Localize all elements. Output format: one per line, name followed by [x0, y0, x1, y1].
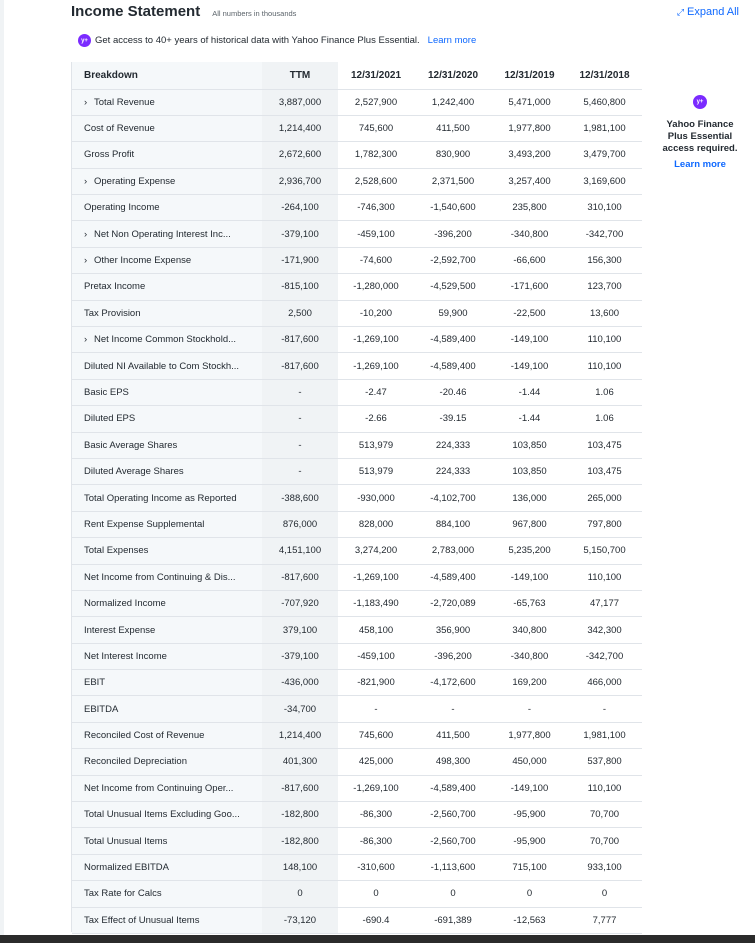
- table-row: [72, 406, 642, 432]
- row-label: [72, 617, 262, 643]
- section-header: [71, 3, 296, 23]
- table-cell: -379,100: [262, 221, 338, 247]
- table-row: [72, 775, 642, 801]
- table-cell: -459,100: [338, 643, 414, 669]
- financials-table-container: [71, 62, 641, 932]
- table-cell: 498,300: [414, 749, 492, 775]
- row-label-text: Diluted EPS: [84, 413, 136, 425]
- table-cell: -340,800: [492, 643, 567, 669]
- table-cell: 103,475: [567, 458, 642, 484]
- table-cell: -: [262, 406, 338, 432]
- table-cell: -2.66: [338, 406, 414, 432]
- chevron-right-icon[interactable]: ›: [84, 96, 88, 108]
- table-cell: 2,371,500: [414, 168, 492, 194]
- table-cell: -10,200: [338, 300, 414, 326]
- row-label[interactable]: [72, 327, 262, 353]
- table-cell: 47,177: [567, 590, 642, 616]
- table-cell: 466,000: [567, 670, 642, 696]
- table-cell: 0: [338, 881, 414, 907]
- table-cell: 715,100: [492, 854, 567, 880]
- upsell-line: Plus Essential: [667, 131, 733, 142]
- row-label-text: Rent Expense Supplemental: [84, 518, 205, 530]
- row-label-text: Total Operating Income as Reported: [84, 492, 237, 504]
- table-cell: -2,592,700: [414, 247, 492, 273]
- table-cell: -4,529,500: [414, 274, 492, 300]
- table-cell: -388,600: [262, 485, 338, 511]
- table-cell: 513,979: [338, 458, 414, 484]
- table-row: [72, 485, 642, 511]
- table-cell: -815,100: [262, 274, 338, 300]
- table-row: [72, 617, 642, 643]
- table-cell: 3,493,200: [492, 142, 567, 168]
- table-row: [72, 195, 642, 221]
- table-cell: -2,560,700: [414, 802, 492, 828]
- table-cell: 745,600: [338, 115, 414, 141]
- row-label-text: Normalized EBITDA: [84, 862, 169, 874]
- table-cell: 342,300: [567, 617, 642, 643]
- row-label-text: Tax Provision: [84, 307, 141, 319]
- table-cell: -690.4: [338, 907, 414, 933]
- table-cell: 2,783,000: [414, 538, 492, 564]
- row-label: [72, 406, 262, 432]
- table-cell: -182,800: [262, 828, 338, 854]
- table-row[interactable]: [72, 168, 642, 194]
- table-cell: 1.06: [567, 379, 642, 405]
- row-label-text: Other Income Expense: [94, 255, 192, 267]
- table-row: [72, 696, 642, 722]
- table-cell: 828,000: [338, 511, 414, 537]
- page-title: Income Statement: [71, 3, 201, 20]
- left-edge: [0, 0, 4, 943]
- upsell-line: Yahoo Finance: [666, 119, 734, 130]
- table-row: [72, 590, 642, 616]
- table-cell: -73,120: [262, 907, 338, 933]
- table-cell: 1,977,800: [492, 115, 567, 141]
- row-label-text: Net Income Common Stockhold...: [94, 334, 237, 346]
- column-header: Breakdown: [72, 62, 262, 89]
- column-header: 12/31/2021: [338, 62, 414, 89]
- table-cell: -39.15: [414, 406, 492, 432]
- table-cell: 401,300: [262, 749, 338, 775]
- table-cell: -310,600: [338, 854, 414, 880]
- promo-banner: [78, 34, 476, 47]
- table-cell: 224,333: [414, 458, 492, 484]
- table-cell: 59,900: [414, 300, 492, 326]
- row-label-text: Pretax Income: [84, 281, 146, 293]
- row-label: [72, 749, 262, 775]
- table-row: [72, 643, 642, 669]
- table-cell: 1,981,100: [567, 722, 642, 748]
- financials-table: [72, 62, 642, 934]
- table-cell: -817,600: [262, 775, 338, 801]
- row-label-text: Total Unusual Items: [84, 835, 168, 847]
- table-row[interactable]: [72, 221, 642, 247]
- table-cell: 933,100: [567, 854, 642, 880]
- table-cell: 156,300: [567, 247, 642, 273]
- chevron-right-icon[interactable]: ›: [84, 255, 88, 267]
- table-cell: -149,100: [492, 327, 567, 353]
- table-row[interactable]: [72, 247, 642, 273]
- table-row: [72, 511, 642, 537]
- table-cell: -340,800: [492, 221, 567, 247]
- row-label-text: Tax Effect of Unusual Items: [84, 914, 200, 926]
- row-label-text: Net Interest Income: [84, 650, 167, 662]
- row-label-text: Total Expenses: [84, 545, 149, 557]
- table-cell: -2,560,700: [414, 828, 492, 854]
- upsell-learn-more-link[interactable]: Learn more: [674, 159, 726, 170]
- table-cell: -707,920: [262, 590, 338, 616]
- table-cell: -342,700: [567, 643, 642, 669]
- table-cell: -817,600: [262, 564, 338, 590]
- row-label: [72, 590, 262, 616]
- table-cell: -4,172,600: [414, 670, 492, 696]
- table-cell: 2,528,600: [338, 168, 414, 194]
- table-cell: 2,936,700: [262, 168, 338, 194]
- table-row: [72, 881, 642, 907]
- table-cell: 103,475: [567, 432, 642, 458]
- table-cell: 123,700: [567, 274, 642, 300]
- table-cell: -1,113,600: [414, 854, 492, 880]
- table-cell: 1,214,400: [262, 722, 338, 748]
- row-label: [72, 696, 262, 722]
- table-cell: -396,200: [414, 221, 492, 247]
- table-cell: -2,720,089: [414, 590, 492, 616]
- table-cell: -22,500: [492, 300, 567, 326]
- table-cell: -746,300: [338, 195, 414, 221]
- row-label: [72, 670, 262, 696]
- table-cell: -1.44: [492, 379, 567, 405]
- row-label-text: Basic EPS: [84, 386, 129, 398]
- promo-text: Get access to 40+ years of historical data with Yahoo Finance Plus Essential.: [95, 35, 420, 46]
- table-cell: 1,242,400: [414, 89, 492, 115]
- table-cell: 169,200: [492, 670, 567, 696]
- row-label: [72, 722, 262, 748]
- row-label: [72, 353, 262, 379]
- table-cell: -95,900: [492, 828, 567, 854]
- row-label-text: Net Non Operating Interest Inc...: [94, 228, 231, 240]
- row-label[interactable]: [72, 221, 262, 247]
- table-cell: 450,000: [492, 749, 567, 775]
- row-label-text: Gross Profit: [84, 149, 135, 161]
- expand-icon: ⤢: [676, 6, 685, 17]
- row-label-text: Total Revenue: [94, 96, 155, 108]
- table-cell: -1,269,100: [338, 327, 414, 353]
- table-cell: 513,979: [338, 432, 414, 458]
- table-cell: -12,563: [492, 907, 567, 933]
- table-cell: 411,500: [414, 115, 492, 141]
- table-cell: 884,100: [414, 511, 492, 537]
- table-cell: 110,100: [567, 775, 642, 801]
- table-cell: 876,000: [262, 511, 338, 537]
- table-cell: -1,269,100: [338, 564, 414, 590]
- table-cell: -171,900: [262, 247, 338, 273]
- table-cell: -: [262, 432, 338, 458]
- table-cell: -: [262, 458, 338, 484]
- row-label: [72, 802, 262, 828]
- table-cell: -817,600: [262, 353, 338, 379]
- row-label[interactable]: [72, 247, 262, 273]
- table-cell: 110,100: [567, 327, 642, 353]
- plus-upsell-panel: [660, 95, 740, 170]
- table-cell: -436,000: [262, 670, 338, 696]
- table-cell: -1,540,600: [414, 195, 492, 221]
- table-cell: 1,782,300: [338, 142, 414, 168]
- table-cell: -1,269,100: [338, 353, 414, 379]
- table-cell: 110,100: [567, 353, 642, 379]
- units-note: All numbers in thousands: [212, 9, 297, 18]
- table-cell: 3,479,700: [567, 142, 642, 168]
- table-row[interactable]: [72, 89, 642, 115]
- table-cell: -459,100: [338, 221, 414, 247]
- table-cell: -: [567, 696, 642, 722]
- row-label: [72, 485, 262, 511]
- row-label: [72, 195, 262, 221]
- table-cell: 224,333: [414, 432, 492, 458]
- row-label: [72, 907, 262, 933]
- row-label-text: Operating Income: [84, 202, 160, 214]
- row-label-text: Operating Expense: [94, 175, 176, 187]
- table-cell: 3,274,200: [338, 538, 414, 564]
- table-cell: 379,100: [262, 617, 338, 643]
- table-row: [72, 379, 642, 405]
- table-row: [72, 300, 642, 326]
- table-cell: 458,100: [338, 617, 414, 643]
- table-cell: 2,672,600: [262, 142, 338, 168]
- table-row: [72, 142, 642, 168]
- table-cell: 830,900: [414, 142, 492, 168]
- row-label: [72, 828, 262, 854]
- row-label: [72, 300, 262, 326]
- table-cell: -66,600: [492, 247, 567, 273]
- upsell-line: access required.: [662, 143, 738, 154]
- table-cell: 3,887,000: [262, 89, 338, 115]
- table-cell: 356,900: [414, 617, 492, 643]
- row-label[interactable]: [72, 89, 262, 115]
- row-label: [72, 538, 262, 564]
- table-cell: -86,300: [338, 828, 414, 854]
- table-cell: 1,214,400: [262, 115, 338, 141]
- table-cell: -74,600: [338, 247, 414, 273]
- table-header-row: [72, 62, 642, 89]
- table-cell: 537,800: [567, 749, 642, 775]
- yahoo-plus-icon: y+: [78, 34, 91, 47]
- table-row: [72, 353, 642, 379]
- table-cell: 148,100: [262, 854, 338, 880]
- table-row: [72, 458, 642, 484]
- table-cell: 265,000: [567, 485, 642, 511]
- table-cell: -4,589,400: [414, 327, 492, 353]
- row-label-text: Reconciled Depreciation: [84, 756, 187, 768]
- table-cell: 110,100: [567, 564, 642, 590]
- table-cell: 70,700: [567, 802, 642, 828]
- table-row: [72, 564, 642, 590]
- table-cell: 13,600: [567, 300, 642, 326]
- column-header: 12/31/2018: [567, 62, 642, 89]
- table-cell: -4,589,400: [414, 564, 492, 590]
- table-cell: 340,800: [492, 617, 567, 643]
- table-row: [72, 722, 642, 748]
- chevron-right-icon[interactable]: ›: [84, 334, 88, 346]
- row-label-text: Basic Average Shares: [84, 439, 178, 451]
- table-cell: 2,527,900: [338, 89, 414, 115]
- table-cell: -34,700: [262, 696, 338, 722]
- table-cell: -171,600: [492, 274, 567, 300]
- table-cell: 425,000: [338, 749, 414, 775]
- table-cell: -: [338, 696, 414, 722]
- row-label-text: Cost of Revenue: [84, 123, 155, 135]
- table-cell: -4,589,400: [414, 775, 492, 801]
- table-cell: 103,850: [492, 458, 567, 484]
- row-label: [72, 432, 262, 458]
- table-row: [72, 802, 642, 828]
- table-cell: -264,100: [262, 195, 338, 221]
- table-cell: 4,151,100: [262, 538, 338, 564]
- table-cell: 797,800: [567, 511, 642, 537]
- table-cell: -149,100: [492, 775, 567, 801]
- row-label: [72, 142, 262, 168]
- table-cell: -2.47: [338, 379, 414, 405]
- table-cell: -930,000: [338, 485, 414, 511]
- yahoo-plus-icon: y+: [693, 95, 707, 109]
- row-label: [72, 379, 262, 405]
- row-label-text: EBIT: [84, 677, 106, 689]
- table-cell: -86,300: [338, 802, 414, 828]
- table-cell: 1.06: [567, 406, 642, 432]
- column-header: 12/31/2020: [414, 62, 492, 89]
- row-label-text: Interest Expense: [84, 624, 156, 636]
- table-row: [72, 670, 642, 696]
- row-label-text: Tax Rate for Calcs: [84, 888, 162, 900]
- table-row: [72, 115, 642, 141]
- row-label: [72, 775, 262, 801]
- table-cell: 5,150,700: [567, 538, 642, 564]
- table-cell: 2,500: [262, 300, 338, 326]
- table-cell: 235,800: [492, 195, 567, 221]
- table-cell: 967,800: [492, 511, 567, 537]
- table-cell: 5,235,200: [492, 538, 567, 564]
- row-label: [72, 511, 262, 537]
- row-label-text: Net Income from Continuing & Dis...: [84, 571, 236, 583]
- table-cell: -: [414, 696, 492, 722]
- table-cell: 745,600: [338, 722, 414, 748]
- table-row: [72, 274, 642, 300]
- table-cell: 5,460,800: [567, 89, 642, 115]
- row-label: [72, 854, 262, 880]
- table-cell: 70,700: [567, 828, 642, 854]
- row-label-text: EBITDA: [84, 703, 119, 715]
- row-label-text: Diluted Average Shares: [84, 466, 184, 478]
- table-cell: 0: [567, 881, 642, 907]
- table-row: [72, 538, 642, 564]
- table-cell: -1,280,000: [338, 274, 414, 300]
- row-label: [72, 458, 262, 484]
- table-cell: -149,100: [492, 353, 567, 379]
- table-cell: 0: [492, 881, 567, 907]
- table-cell: -342,700: [567, 221, 642, 247]
- row-label: [72, 881, 262, 907]
- table-cell: -20.46: [414, 379, 492, 405]
- table-cell: -821,900: [338, 670, 414, 696]
- table-cell: -817,600: [262, 327, 338, 353]
- expand-all-button[interactable]: [677, 6, 739, 18]
- table-cell: -379,100: [262, 643, 338, 669]
- table-cell: 1,977,800: [492, 722, 567, 748]
- table-row: [72, 854, 642, 880]
- table-row: [72, 907, 642, 933]
- table-cell: 5,471,000: [492, 89, 567, 115]
- row-label: [72, 564, 262, 590]
- table-cell: 103,850: [492, 432, 567, 458]
- table-cell: 136,000: [492, 485, 567, 511]
- table-cell: -396,200: [414, 643, 492, 669]
- table-cell: 411,500: [414, 722, 492, 748]
- table-cell: -95,900: [492, 802, 567, 828]
- table-cell: 7,777: [567, 907, 642, 933]
- table-row[interactable]: [72, 327, 642, 353]
- row-label-text: Net Income from Continuing Oper...: [84, 782, 234, 794]
- table-cell: -182,800: [262, 802, 338, 828]
- expand-all-label: Expand All: [687, 6, 739, 18]
- table-cell: -691,389: [414, 907, 492, 933]
- table-cell: 3,257,400: [492, 168, 567, 194]
- row-label: [72, 643, 262, 669]
- table-cell: -1,269,100: [338, 775, 414, 801]
- table-cell: 3,169,600: [567, 168, 642, 194]
- row-label: [72, 115, 262, 141]
- table-cell: -: [262, 379, 338, 405]
- column-header: TTM: [262, 62, 338, 89]
- table-cell: -4,589,400: [414, 353, 492, 379]
- table-cell: -4,102,700: [414, 485, 492, 511]
- column-header: 12/31/2019: [492, 62, 567, 89]
- table-cell: -149,100: [492, 564, 567, 590]
- row-label-text: Reconciled Cost of Revenue: [84, 730, 205, 742]
- promo-learn-more-link[interactable]: Learn more: [427, 35, 477, 46]
- row-label: [72, 274, 262, 300]
- table-row: [72, 749, 642, 775]
- table-cell: 310,100: [567, 195, 642, 221]
- row-label-text: Total Unusual Items Excluding Goo...: [84, 809, 240, 821]
- table-cell: -1,183,490: [338, 590, 414, 616]
- bottom-bar: [0, 935, 755, 943]
- row-label-text: Normalized Income: [84, 598, 166, 610]
- table-cell: -1.44: [492, 406, 567, 432]
- table-cell: -65,763: [492, 590, 567, 616]
- table-cell: -: [492, 696, 567, 722]
- table-row: [72, 432, 642, 458]
- row-label-text: Diluted NI Available to Com Stockh...: [84, 360, 240, 372]
- table-cell: 1,981,100: [567, 115, 642, 141]
- table-cell: 0: [414, 881, 492, 907]
- table-row: [72, 828, 642, 854]
- row-label[interactable]: [72, 168, 262, 194]
- table-cell: 0: [262, 881, 338, 907]
- chevron-right-icon[interactable]: ›: [84, 175, 88, 187]
- chevron-right-icon[interactable]: ›: [84, 228, 88, 240]
